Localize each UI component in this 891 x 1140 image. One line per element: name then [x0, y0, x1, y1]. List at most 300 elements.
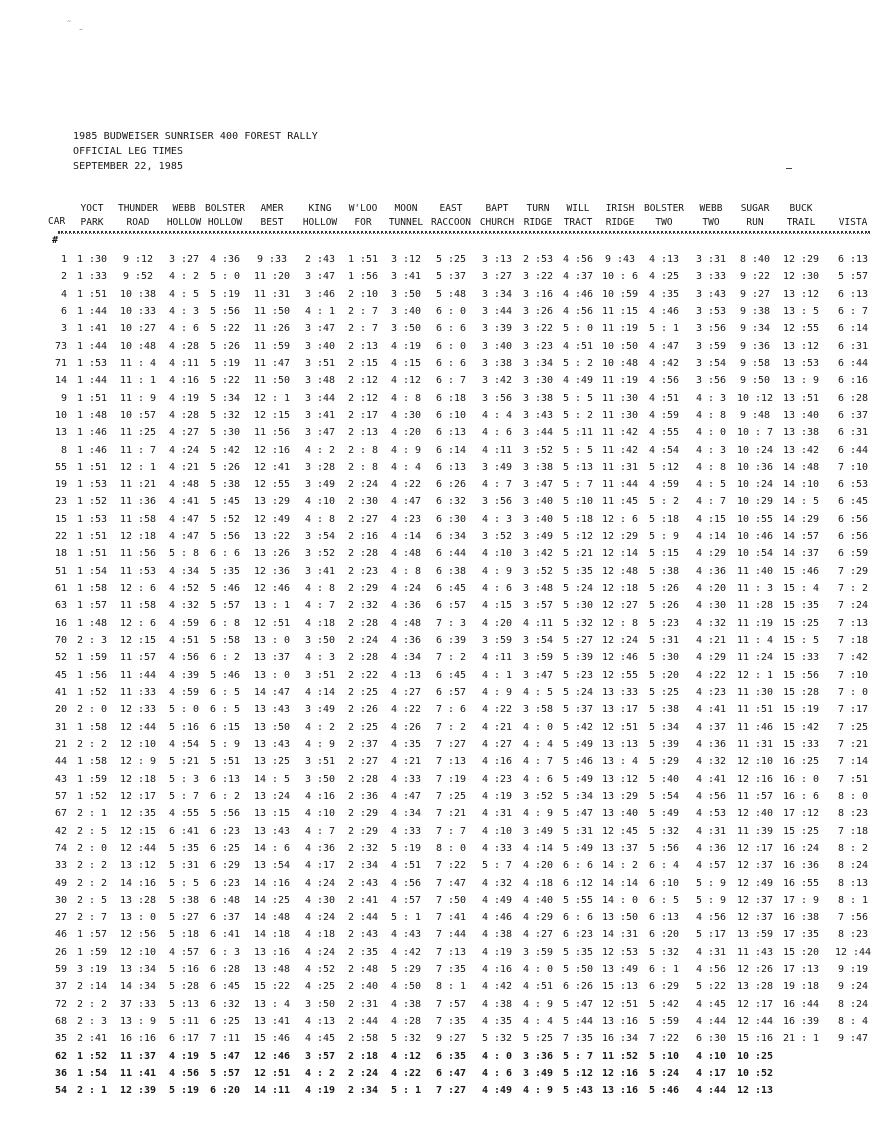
leg-time-cell: 5 :34 — [562, 790, 594, 802]
leg-time-cell: 1 :54 — [76, 1068, 108, 1080]
leg-time-cell: 5 :38 — [209, 479, 241, 491]
leg-time-cell: 4 :20 — [522, 860, 554, 872]
leg-time-cell: 3 :13 — [481, 254, 513, 265]
leg-time-cell: 5 :47 — [562, 998, 594, 1010]
column-header-line1: BOLSTER — [204, 203, 246, 214]
leg-time-cell: 4 :18 — [522, 877, 554, 889]
leg-time-cell: 2 :35 — [347, 946, 379, 958]
leg-time-cell: 4 :27 — [522, 929, 554, 941]
leg-time-cell: 4 :35 — [481, 1016, 513, 1028]
leg-time-cell: 5 : 0 — [562, 323, 594, 335]
leg-time-cell: 5 : 5 — [168, 877, 200, 889]
leg-time-cell: 3 :40 — [304, 340, 336, 352]
document-header — [73, 129, 318, 174]
car-number: 4 — [60, 288, 67, 300]
leg-time-cell: 4 :46 — [648, 305, 680, 317]
leg-time-cell: 5 :16 — [168, 964, 200, 976]
leg-time-cell: 2 :14 — [76, 981, 108, 993]
leg-time-cell: 1 :52 — [76, 790, 108, 802]
leg-time-cell: 2 :24 — [347, 1068, 379, 1080]
leg-time-cell: 11 :50 — [253, 305, 291, 317]
leg-time-cell: 1 :59 — [76, 652, 108, 664]
leg-time-cell: 7 :24 — [837, 600, 869, 612]
leg-time-cell: 4 :56 — [695, 912, 727, 924]
leg-time-cell: 10 :27 — [119, 323, 157, 335]
car-number: 9 — [60, 392, 67, 404]
leg-time-cell: 6 : 7 — [837, 305, 869, 317]
leg-time-cell: 3 :48 — [522, 583, 554, 595]
leg-time-cell: 11 :42 — [601, 427, 639, 439]
leg-time-cell: 10 :48 — [601, 357, 639, 369]
leg-time-cell: 4 : 7 — [481, 479, 513, 491]
column-header-line2: RIDGE — [523, 217, 553, 228]
leg-time-cell: 16 :25 — [782, 756, 820, 768]
leg-time-cell: 12 :49 — [253, 513, 291, 525]
leg-time-cell: 7 :13 — [837, 617, 869, 629]
column-header-line1: WEBB — [172, 203, 196, 214]
leg-time-cell: 11 :30 — [601, 392, 639, 404]
leg-time-cell: 4 : 2 — [304, 1068, 336, 1080]
leg-time-cell: 4 :28 — [168, 340, 200, 352]
column-header-east — [431, 202, 471, 230]
leg-time-cell: 2 :24 — [347, 635, 379, 647]
leg-time-cell: 4 :12 — [390, 375, 422, 387]
leg-time-cell: 13 :12 — [782, 288, 820, 300]
leg-time-cell: 14 :11 — [253, 1085, 291, 1097]
leg-time-cell: 11 :36 — [119, 496, 157, 508]
leg-time-cell: 6 :45 — [209, 981, 241, 993]
leg-time-cell: 2 :23 — [347, 565, 379, 577]
leg-time-cell: 4 :22 — [390, 479, 422, 491]
leg-time-cell: 12 :30 — [782, 271, 820, 283]
leg-time-cell: 11 :19 — [601, 323, 639, 335]
leg-time-cell: 12 : 1 — [736, 669, 774, 681]
leg-time-cell: 3 :47 — [522, 479, 554, 491]
leg-time-cell: 7 :29 — [837, 565, 869, 577]
leg-time-cell: 5 :40 — [648, 773, 680, 785]
column-header-line2: HOLLOW — [302, 217, 338, 228]
leg-time-cell: 5 :46 — [562, 756, 594, 768]
leg-time-cell: 13 :48 — [253, 964, 291, 976]
car-number: 72 — [54, 998, 67, 1010]
leg-time-cell: 7 :25 — [837, 721, 869, 733]
leg-time-cell: 2 :30 — [347, 496, 379, 508]
leg-time-cell: 14 :37 — [782, 548, 820, 560]
leg-time-cell: 16 : 0 — [782, 773, 820, 785]
leg-time-cell: 12 :15 — [253, 409, 291, 421]
column-header-line2: HOLLOW — [166, 217, 202, 228]
leg-time-cell: 14 :48 — [253, 912, 291, 924]
leg-time-cell: 2 :28 — [347, 652, 379, 664]
leg-time-cell: 5 : 2 — [562, 409, 594, 421]
leg-time-cell: 11 :37 — [119, 1050, 157, 1062]
leg-time-cell: 5 : 1 — [390, 1085, 422, 1097]
leg-time-cell: 4 :15 — [481, 600, 513, 612]
leg-time-cell: 4 :56 — [562, 254, 594, 265]
leg-time-cell: 12 :44 — [834, 946, 872, 958]
leg-time-cell: 1 :52 — [76, 687, 108, 698]
leg-time-cell: 2 :43 — [347, 929, 379, 941]
leg-time-cell: 5 :13 — [168, 998, 200, 1010]
leg-time-cell: 11 :52 — [601, 1050, 639, 1062]
leg-time-cell: 6 :44 — [837, 444, 869, 456]
leg-time-cell: 2 :43 — [304, 254, 336, 265]
leg-time-cell: 12 : 8 — [601, 617, 639, 629]
leg-time-cell: 4 : 6 — [481, 583, 513, 595]
leg-time-cell: 6 :35 — [435, 1050, 467, 1062]
leg-time-cell: 13 :50 — [253, 721, 291, 733]
car-number: 16 — [54, 617, 67, 629]
leg-time-cell: 4 :14 — [522, 842, 554, 854]
car-number: 54 — [54, 1085, 67, 1097]
leg-time-cell: 6 : 4 — [648, 860, 680, 872]
leg-time-cell: 4 :48 — [168, 479, 200, 491]
column-header-line1: W'LOO — [348, 203, 378, 214]
leg-time-cell: 12 :16 — [253, 444, 291, 456]
leg-time-cell: 4 :17 — [695, 1068, 727, 1080]
leg-time-cell: 11 :31 — [601, 461, 639, 473]
leg-time-cell: 5 :47 — [209, 1050, 241, 1062]
leg-time-cell: 5 :47 — [562, 808, 594, 820]
leg-time-cell: 5 : 0 — [168, 704, 200, 716]
leg-time-cell: 3 :43 — [522, 409, 554, 421]
leg-time-cell: 1 :30 — [76, 254, 108, 265]
leg-time-cell: 3 :56 — [695, 323, 727, 335]
leg-time-cell: 12 :13 — [736, 1085, 774, 1097]
leg-time-cell: 4 :16 — [304, 790, 336, 802]
leg-time-cell: 2 :29 — [347, 808, 379, 820]
leg-time-cell: 16 :38 — [782, 912, 820, 924]
leg-time-cell: 5 :57 — [837, 271, 869, 283]
leg-time-cell: 4 : 3 — [481, 513, 513, 525]
leg-time-cell: 11 : 7 — [119, 444, 157, 456]
leg-time-cell: 13 :16 — [253, 946, 291, 958]
leg-time-cell: 6 :37 — [209, 912, 241, 924]
leg-time-cell: 1 :48 — [76, 617, 108, 629]
leg-time-cell: 4 : 5 — [522, 687, 554, 698]
leg-time-cell: 4 :41 — [695, 773, 727, 785]
leg-time-cell: 12 :10 — [119, 738, 157, 750]
leg-time-cell: 4 :14 — [390, 531, 422, 543]
column-header-line2: TRAIL — [786, 217, 816, 228]
leg-time-cell: 11 :24 — [736, 652, 774, 664]
leg-time-cell: 13 :49 — [601, 964, 639, 976]
leg-time-cell: 5 :38 — [648, 565, 680, 577]
leg-time-cell: 14 : 5 — [253, 773, 291, 785]
leg-time-cell: 3 :23 — [522, 340, 554, 352]
leg-time-cell: 4 :54 — [168, 738, 200, 750]
leg-time-cell: 4 : 3 — [304, 652, 336, 664]
leg-time-cell: 2 :15 — [347, 357, 379, 369]
leg-time-cell: 4 : 0 — [695, 427, 727, 439]
leg-time-cell: 11 : 4 — [119, 357, 157, 369]
leg-time-cell: 7 :51 — [837, 773, 869, 785]
leg-time-cell: 6 : 3 — [209, 946, 241, 958]
leg-time-cell: 10 :36 — [736, 461, 774, 473]
leg-time-cell: 5 :18 — [168, 929, 200, 941]
leg-time-cell: 5 : 2 — [648, 496, 680, 508]
leg-time-cell: 12 :36 — [253, 565, 291, 577]
leg-time-cell: 12 :27 — [601, 600, 639, 612]
leg-time-cell: 16 :39 — [782, 1016, 820, 1028]
leg-time-cell: 3 :22 — [522, 271, 554, 283]
leg-time-cell: 12 :18 — [119, 773, 157, 785]
car-number: 26 — [54, 946, 67, 958]
leg-time-cell: 13 :37 — [253, 652, 291, 664]
leg-time-cell: 3 :40 — [522, 513, 554, 525]
leg-time-cell: 2 :37 — [347, 738, 379, 750]
leg-time-cell: 4 :35 — [390, 738, 422, 750]
leg-time-cell: 1 :51 — [347, 254, 379, 265]
leg-time-cell: 11 :20 — [253, 271, 291, 283]
leg-time-cell: 13 :33 — [601, 687, 639, 698]
leg-time-cell: 3 :38 — [522, 392, 554, 404]
leg-time-cell: 6 : 0 — [435, 305, 467, 317]
leg-time-cell: 5 :22 — [209, 323, 241, 335]
leg-time-cell: 4 :18 — [304, 617, 336, 629]
leg-time-cell: 6 :47 — [435, 1068, 467, 1080]
leg-time-cell: 4 :19 — [390, 340, 422, 352]
column-header-webb — [167, 202, 201, 230]
leg-time-cell: 3 :38 — [522, 461, 554, 473]
leg-time-cell: 7 : 2 — [837, 583, 869, 595]
leg-time-cell: 1 :33 — [76, 271, 108, 283]
leg-time-cell: 3 :22 — [522, 323, 554, 335]
leg-time-cell: 8 :24 — [837, 998, 869, 1010]
leg-time-cell: 6 : 6 — [435, 323, 467, 335]
leg-time-cell: 11 :39 — [736, 825, 774, 837]
leg-time-cell: 4 :45 — [304, 1033, 336, 1045]
leg-time-cell: 5 :56 — [209, 305, 241, 317]
leg-time-cell: 6 :20 — [648, 929, 680, 941]
leg-time-cell: 11 :28 — [736, 600, 774, 612]
column-header-line2: ROAD — [126, 217, 150, 228]
leg-time-cell: 5 :26 — [648, 583, 680, 595]
leg-time-cell: 4 :50 — [390, 981, 422, 993]
car-number: 10 — [54, 409, 67, 421]
leg-time-cell: 4 :54 — [648, 444, 680, 456]
leg-time-cell: 12 :17 — [736, 842, 774, 854]
column-header-line2: RACCOON — [430, 217, 472, 228]
leg-time-cell: 2 :25 — [347, 687, 379, 698]
leg-time-cell: 13 : 1 — [253, 600, 291, 612]
column-header-line1: TURN — [526, 203, 550, 214]
leg-time-cell: 1 :53 — [76, 513, 108, 525]
leg-time-cell: 4 :24 — [168, 444, 200, 456]
leg-time-cell: 4 :57 — [390, 894, 422, 906]
leg-time-cell: 6 :57 — [435, 687, 467, 698]
leg-time-cell: 9 :24 — [837, 981, 869, 993]
leg-time-cell: 5 :26 — [209, 461, 241, 473]
leg-time-cell: 13 :29 — [601, 790, 639, 802]
leg-time-cell: 1 :46 — [76, 444, 108, 456]
leg-time-cell: 7 :10 — [837, 669, 869, 681]
leg-time-cell: 4 :49 — [481, 1085, 513, 1097]
leg-time-cell: 6 :13 — [837, 288, 869, 300]
leg-time-cell: 5 : 2 — [562, 357, 594, 369]
leg-time-cell: 13 :17 — [601, 704, 639, 716]
leg-time-cell: 10 :33 — [119, 305, 157, 317]
leg-time-cell: 2 :41 — [76, 1033, 108, 1045]
leg-time-cell: 4 :33 — [390, 825, 422, 837]
leg-time-cell: 3 :50 — [304, 635, 336, 647]
leg-time-cell: 11 :58 — [119, 600, 157, 612]
leg-time-cell: 3 :49 — [304, 704, 336, 716]
leg-time-cell: 2 :28 — [347, 548, 379, 560]
car-number: 18 — [54, 548, 67, 560]
leg-time-cell: 4 : 8 — [304, 583, 336, 595]
leg-time-cell: 6 :23 — [209, 825, 241, 837]
leg-time-cell: 5 :12 — [648, 461, 680, 473]
leg-time-cell: 5 :54 — [648, 790, 680, 802]
leg-time-cell: 6 :28 — [209, 964, 241, 976]
leg-time-cell: 8 : 2 — [837, 842, 869, 854]
leg-time-cell: 4 :11 — [522, 617, 554, 629]
leg-time-cell: 6 :30 — [435, 513, 467, 525]
leg-time-cell: 3 :41 — [304, 409, 336, 421]
leg-time-cell: 11 :42 — [601, 444, 639, 456]
column-header-line1: SUGAR — [740, 203, 770, 214]
leg-time-cell: 4 :36 — [695, 565, 727, 577]
leg-time-cell: 4 :30 — [304, 894, 336, 906]
leg-time-cell: 6 : 5 — [209, 704, 241, 716]
leg-time-cell: 6 :10 — [648, 877, 680, 889]
leg-time-cell: 9 :22 — [739, 271, 771, 283]
leg-time-cell: 6 :13 — [435, 427, 467, 439]
leg-time-cell: 17 :35 — [782, 929, 820, 941]
leg-time-cell: 10 :46 — [736, 531, 774, 543]
leg-time-cell: 7 :41 — [435, 912, 467, 924]
leg-time-cell: 5 : 9 — [648, 531, 680, 543]
leg-time-cell: 12 :55 — [601, 669, 639, 681]
leg-time-cell: 13 :40 — [601, 808, 639, 820]
leg-time-cell: 11 :57 — [736, 790, 774, 802]
column-header-turn — [524, 202, 553, 230]
leg-time-cell: 13 :13 — [601, 738, 639, 750]
leg-time-cell: 4 :49 — [562, 375, 594, 387]
leg-time-cell: 5 :31 — [168, 860, 200, 872]
leg-time-cell: 4 :42 — [648, 357, 680, 369]
leg-time-cell: 7 : 2 — [435, 652, 467, 664]
leg-time-cell: 5 :42 — [648, 998, 680, 1010]
leg-time-cell: 12 :51 — [601, 721, 639, 733]
leg-time-cell: 15 :16 — [736, 1033, 774, 1045]
car-number: 8 — [60, 444, 67, 456]
leg-time-cell: 11 :51 — [736, 704, 774, 716]
leg-time-cell: 6 :38 — [435, 565, 467, 577]
leg-time-cell: 15 :46 — [782, 565, 820, 577]
leg-time-cell: 5 :32 — [648, 825, 680, 837]
leg-time-cell: 4 :25 — [304, 981, 336, 993]
document-title: 1985 BUDWEISER SUNRISER 400 FOREST RALLY — [73, 131, 318, 142]
leg-time-cell: 13 :12 — [119, 860, 157, 872]
leg-time-cell: 15 :35 — [782, 600, 820, 612]
leg-time-cell: 5 : 5 — [562, 392, 594, 404]
leg-time-cell: 4 : 0 — [522, 721, 554, 733]
leg-time-cell: 6 :14 — [837, 323, 869, 335]
leg-time-cell: 11 :43 — [736, 946, 774, 958]
leg-time-cell: 15 :28 — [782, 687, 820, 698]
leg-time-cell: 13 :37 — [601, 842, 639, 854]
leg-time-cell: 4 :41 — [168, 496, 200, 508]
leg-time-cell: 5 :51 — [209, 756, 241, 768]
leg-time-cell: 4 :47 — [390, 790, 422, 802]
leg-time-cell: 1 :54 — [76, 565, 108, 577]
column-header-king — [303, 202, 337, 230]
leg-time-cell: 6 :32 — [435, 496, 467, 508]
leg-time-cell: 10 :48 — [119, 340, 157, 352]
leg-time-cell: 14 :14 — [601, 877, 639, 889]
leg-time-cell: 12 :51 — [601, 998, 639, 1010]
leg-time-cell: 11 :56 — [253, 427, 291, 439]
leg-time-cell: 6 :34 — [435, 531, 467, 543]
leg-time-cell: 11 :30 — [736, 687, 774, 698]
leg-time-cell: 11 :19 — [736, 617, 774, 629]
leg-time-cell: 12 :46 — [253, 1050, 291, 1062]
leg-time-cell: 12 : 6 — [119, 617, 157, 629]
leg-time-cell: 4 :34 — [168, 565, 200, 577]
leg-time-cell: 4 :10 — [304, 808, 336, 820]
car-number: 31 — [54, 721, 67, 733]
leg-time-cell: 12 :51 — [253, 1068, 291, 1080]
leg-time-cell: 13 :22 — [253, 531, 291, 543]
leg-time-cell: 6 :57 — [435, 600, 467, 612]
leg-time-cell: 5 :11 — [168, 1016, 200, 1028]
leg-time-cell: 8 :23 — [837, 808, 869, 820]
leg-time-cell: 7 :27 — [435, 738, 467, 750]
leg-time-cell: 1 :58 — [76, 583, 108, 595]
leg-time-cell: 6 :29 — [209, 860, 241, 872]
leg-time-cell: 3 :52 — [304, 548, 336, 560]
leg-time-cell: 5 :59 — [648, 1016, 680, 1028]
leg-time-cell: 4 :23 — [481, 773, 513, 785]
leg-time-cell: 13 : 0 — [119, 912, 157, 924]
leg-time-cell: 3 :49 — [522, 1068, 554, 1080]
leg-time-cell: 4 : 9 — [304, 738, 336, 750]
leg-time-cell: 12 :40 — [736, 808, 774, 820]
document-subtitle: OFFICIAL LEG TIMES — [73, 146, 184, 157]
leg-time-cell: 6 :29 — [648, 981, 680, 993]
car-number: 68 — [54, 1016, 67, 1028]
leg-time-cell: 4 :38 — [481, 929, 513, 941]
leg-time-cell: 12 :39 — [119, 1085, 157, 1097]
car-number: 74 — [54, 842, 67, 854]
leg-time-cell: 13 :25 — [253, 756, 291, 768]
leg-time-cell: 14 :25 — [253, 894, 291, 906]
leg-time-cell: 4 : 6 — [168, 323, 200, 335]
leg-time-cell: 15 :22 — [253, 981, 291, 993]
leg-time-cell: 3 :49 — [522, 531, 554, 543]
leg-time-cell: 5 :37 — [562, 704, 594, 716]
leg-time-cell: 15 : 4 — [782, 583, 820, 595]
column-header-line2: TRACT — [563, 217, 593, 228]
leg-time-cell: 7 : 2 — [435, 721, 467, 733]
leg-time-cell: 4 :36 — [209, 254, 241, 265]
leg-time-cell: 14 :10 — [782, 479, 820, 491]
column-header-line1: KING — [308, 203, 332, 214]
leg-time-cell: 4 :43 — [390, 929, 422, 941]
leg-time-cell: 4 :57 — [695, 860, 727, 872]
leg-time-cell: 5 :39 — [562, 652, 594, 664]
leg-time-cell: 4 :28 — [168, 409, 200, 421]
leg-time-cell: 11 :31 — [736, 738, 774, 750]
column-header-line2: TUNNEL — [388, 217, 424, 228]
leg-time-cell: 4 :40 — [522, 894, 554, 906]
leg-time-cell: 12 :44 — [119, 721, 157, 733]
car-number: 23 — [54, 496, 67, 508]
leg-time-cell: 6 :25 — [209, 1016, 241, 1028]
leg-time-cell: 3 :51 — [304, 357, 336, 369]
